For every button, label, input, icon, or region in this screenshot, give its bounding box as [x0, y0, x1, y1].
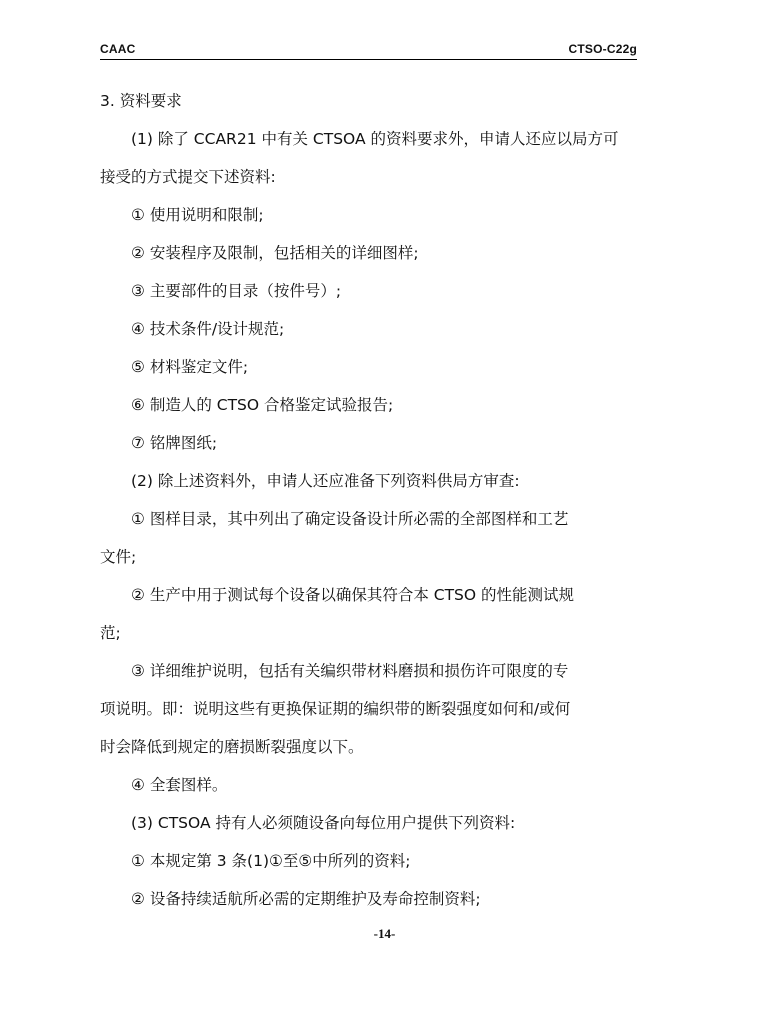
list-item: ⑥ 制造人的 CTSO 合格鉴定试验报告; — [131, 396, 394, 414]
paragraph-line: (1) 除了 CCAR21 中有关 CTSOA 的资料要求外，申请人还应以局方可 — [131, 130, 619, 148]
list-item: ① 使用说明和限制; — [131, 206, 264, 224]
paragraph-line: (2) 除上述资料外，申请人还应准备下列资料供局方审查: — [131, 472, 520, 490]
paragraph-line: 接受的方式提交下述资料: — [100, 168, 276, 186]
paragraph-line: 范; — [100, 624, 121, 642]
page-number: -14- — [373, 926, 396, 941]
paragraph-line: 项说明。即：说明这些有更换保证期的编织带的断裂强度如何和/或何 — [100, 700, 571, 718]
paragraph-line: 文件; — [100, 548, 137, 566]
list-item: ③ 主要部件的目录（按件号）; — [131, 282, 342, 300]
list-item: ② 生产中用于测试每个设备以确保其符合本 CTSO 的性能测试规 — [131, 586, 575, 604]
list-item: ④ 全套图样。 — [131, 776, 228, 794]
list-item: ④ 技术条件/设计规范; — [131, 320, 285, 338]
section-title: 3. 资料要求 — [100, 92, 182, 110]
list-item: ② 设备持续适航所必需的定期维护及寿命控制资料; — [131, 890, 481, 908]
header-divider — [100, 59, 637, 60]
list-item: ⑤ 材料鉴定文件; — [131, 358, 249, 376]
list-item: ② 安装程序及限制，包括相关的详细图样; — [131, 244, 419, 262]
paragraph-line: (3) CTSOA 持有人必须随设备向每位用户提供下列资料: — [131, 814, 516, 832]
list-item: ① 本规定第 3 条(1)①至⑤中所列的资料; — [131, 852, 411, 870]
paragraph-line: 时会降低到规定的磨损断裂强度以下。 — [100, 738, 364, 756]
header-left-text: CAAC — [100, 42, 136, 56]
list-item: ① 图样目录，其中列出了确定设备设计所必需的全部图样和工艺 — [131, 510, 569, 528]
document-body — [100, 88, 640, 924]
list-item: ③ 详细维护说明，包括有关编织带材料磨损和损伤许可限度的专 — [131, 662, 569, 680]
header-right-text: CTSO-C22g — [568, 42, 637, 56]
list-item: ⑦ 铭牌图纸; — [131, 434, 218, 452]
